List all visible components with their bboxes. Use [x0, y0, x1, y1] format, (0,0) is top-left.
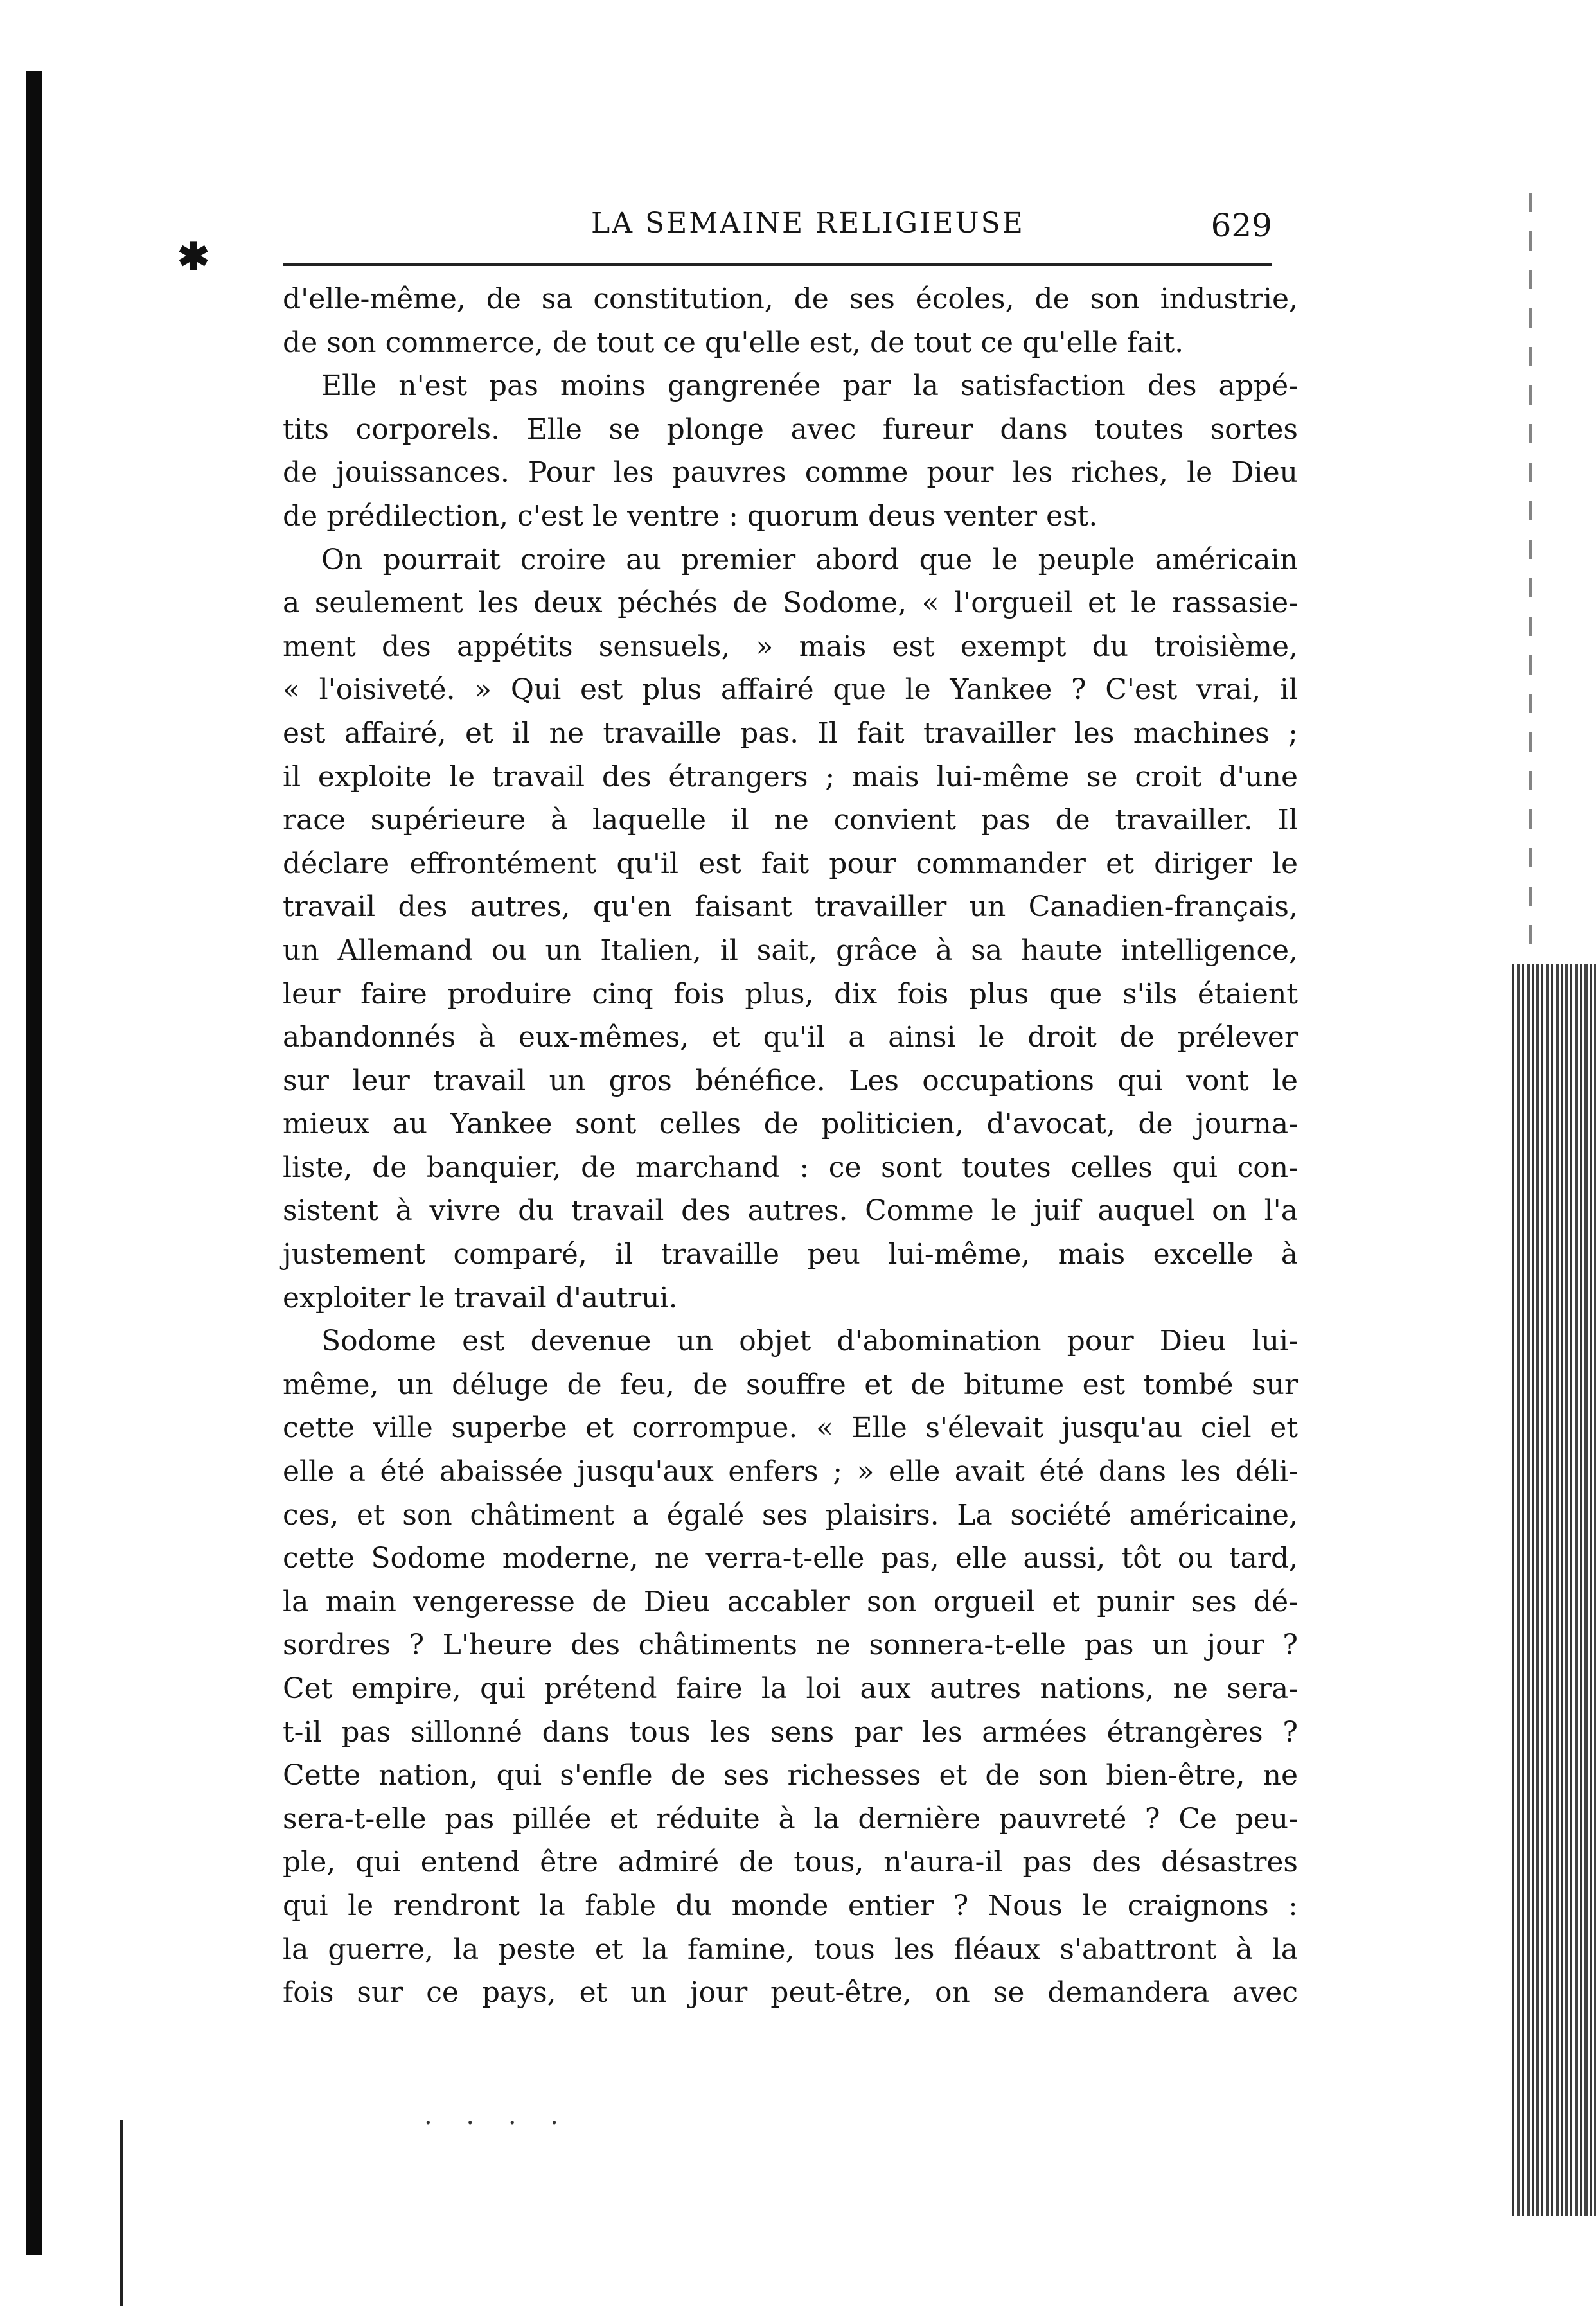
body-text	[283, 278, 1298, 2015]
text-line: est affairé, et il ne travaille pas. Il fait travailler les machines ;	[283, 716, 1298, 750]
text-line: fois sur ce pays, et un jour peut-être, on se demandera avec	[283, 1976, 1298, 2010]
text-line: abandonnés à eux-mêmes, et qu'il a ainsi le droit de prélever	[283, 1021, 1298, 1054]
scan-noise-right	[1512, 964, 1596, 2216]
page-number: 629	[1210, 207, 1272, 244]
text-line: Elle n'est pas moins gangrenée par la satisfaction des appé-	[321, 369, 1298, 403]
header-rule	[283, 263, 1272, 266]
page-header	[283, 207, 1272, 258]
text-line: Sodome est devenue un objet d'abomination pour Dieu lui-	[321, 1325, 1298, 1358]
scan-noise-right-upper	[1529, 193, 1532, 964]
text-line: de son commerce, de tout ce qu'elle est, de tout ce qu'elle fait.	[283, 326, 1184, 359]
text-line: travail des autres, qu'en faisant travailler un Canadien-français,	[283, 890, 1298, 924]
text-line: Cet empire, qui prétend faire la loi aux autres nations, ne sera-	[283, 1672, 1298, 1705]
text-line: sera-t-elle pas pillée et réduite à la dernière pauvreté ? Ce peu-	[283, 1802, 1298, 1835]
text-line: leur faire produire cinq fois plus, dix fois plus que s'ils étaient	[283, 977, 1298, 1011]
text-line: un Allemand ou un Italien, il sait, grâce à sa haute intelligence,	[283, 933, 1298, 967]
text-line: sordres ? L'heure des châtiments ne sonnera-t-elle pas un jour ?	[283, 1629, 1298, 1662]
text-line: mieux au Yankee sont celles de politicien, d'avocat, de journa-	[283, 1108, 1298, 1141]
text-line: liste, de banquier, de marchand : ce sont toutes celles qui con-	[283, 1151, 1298, 1184]
text-line: il exploite le travail des étrangers ; mais lui-même se croit d'une	[283, 760, 1298, 793]
text-line: de prédilection, c'est le ventre : quorum deus venter est.	[283, 499, 1098, 533]
text-line: ces, et son châtiment a égalé ses plaisirs. La société américaine,	[283, 1498, 1298, 1532]
text-line: la guerre, la peste et la famine, tous les fléaux s'abattront à la	[283, 1932, 1298, 1966]
text-line: t-il pas sillonné dans tous les sens par les armées étrangères ?	[283, 1715, 1298, 1749]
text-line: a seulement les deux péchés de Sodome, « l'orgueil et le rassasie-	[283, 587, 1298, 620]
text-line: elle a été abaissée jusqu'aux enfers ; » elle avait été dans les déli-	[283, 1455, 1298, 1489]
text-line: race supérieure à laquelle il ne convient pas de travailler. Il	[283, 804, 1298, 837]
text-line: tits corporels. Elle se plonge avec fureur dans toutes sortes	[283, 412, 1298, 446]
text-line: Cette nation, qui s'enfle de ses richesses et de son bien-être, ne	[283, 1759, 1298, 1792]
text-line: justement comparé, il travaille peu lui-même, mais excelle à	[283, 1238, 1298, 1271]
text-line: On pourrait croire au premier abord que le peuple américain	[321, 543, 1298, 576]
text-line: cette Sodome moderne, ne verra-t-elle pas, elle aussi, tôt ou tard,	[283, 1542, 1298, 1575]
text-line: la main vengeresse de Dieu accabler son orgueil et punir ses dé-	[283, 1585, 1298, 1618]
text-line: exploiter le travail d'autrui.	[283, 1281, 678, 1314]
running-title: LA SEMAINE RELIGIEUSE	[591, 207, 1025, 240]
text-line: sistent à vivre du travail des autres. Comme le juif auquel on l'a	[283, 1194, 1298, 1228]
text-line: sur leur travail un gros bénéfice. Les occupations qui vont le	[283, 1064, 1298, 1097]
text-line: ment des appétits sensuels, » mais est exempt du troisième,	[283, 630, 1298, 663]
text-line: même, un déluge de feu, de souffre et de bitume est tombé sur	[283, 1368, 1298, 1401]
text-line: qui le rendront la fable du monde entier ? Nous le craignons :	[283, 1889, 1298, 1922]
scan-dots: . . . .	[424, 2101, 572, 2130]
scan-shadow-left-lower	[120, 2120, 123, 2306]
text-line: ple, qui entend être admiré de tous, n'aura-il pas des désastres	[283, 1846, 1298, 1879]
text-line: de jouissances. Pour les pauvres comme pour les riches, le Dieu	[283, 456, 1298, 490]
text-line: « l'oisiveté. » Qui est plus affairé que le Yankee ? C'est vrai, il	[283, 673, 1298, 707]
text-line: d'elle-même, de sa constitution, de ses écoles, de son industrie,	[283, 283, 1298, 315]
ink-speck: ✱	[177, 234, 210, 279]
text-line: déclare effrontément qu'il est fait pour commander et diriger le	[283, 847, 1298, 880]
text-line: cette ville superbe et corrompue. « Elle s'élevait jusqu'au ciel et	[283, 1411, 1298, 1445]
scan-shadow-left	[26, 71, 42, 2255]
